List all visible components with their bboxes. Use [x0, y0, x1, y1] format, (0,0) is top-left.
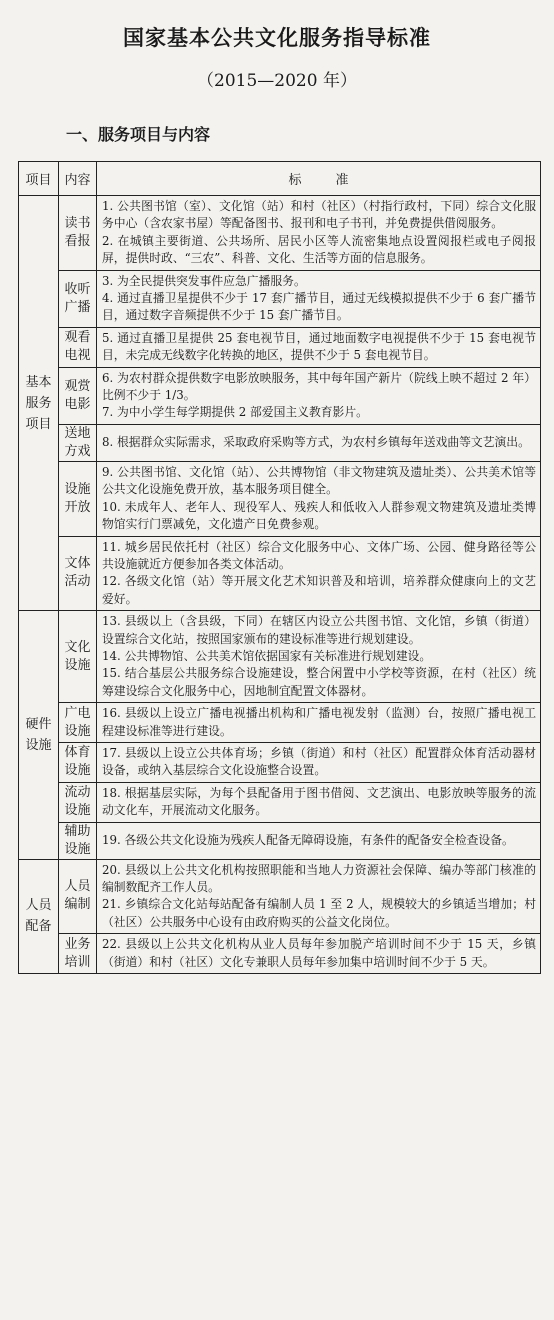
- document-title: 国家基本公共文化服务指导标准: [123, 26, 431, 50]
- category-cell: [19, 196, 59, 611]
- table-row: [19, 822, 541, 859]
- content-label: 观赏电影: [64, 378, 91, 412]
- content-cell: [59, 461, 97, 536]
- table-row: [19, 270, 541, 327]
- content-label: 读书看报: [64, 215, 91, 249]
- standard-item: 7. 为中小学生每学期提供 2 部爱国主义教育影片。: [102, 405, 368, 420]
- content-label: 体育设施: [64, 745, 91, 779]
- standard-item: 2. 在城镇主要街道、公共场所、居民小区等人流密集地点设置阅报栏或电子阅报屏，提供时政、“三农”、科普、文化、生活等方面的信息服务。: [102, 233, 536, 266]
- content-label: 设施开放: [64, 481, 91, 515]
- standard-item: 16. 县级以上设立广播电视播出机构和广播电视发射（监测）台，按照广播电视工程建设标准等进行建设。: [102, 706, 536, 738]
- standard-item: 1. 公共图书馆（室）、文化馆（站）和村（社区）（村指行政村，下同）综合文化服务中心（含农家书屋）等配备图书、报刊和电子书刊，并免费提供借阅服务。: [102, 199, 536, 231]
- table-row: [19, 782, 541, 822]
- standard-cell: [97, 461, 541, 536]
- standard-cell: [97, 703, 541, 743]
- standard-cell: [97, 270, 541, 327]
- content-cell: [59, 934, 97, 974]
- table-row: [19, 934, 541, 974]
- standard-cell: [97, 196, 541, 271]
- standard-item: 5. 通过直播卫星提供 25 套电视节目，通过地面数字电视提供不少于 15 套电视节目，未完成无线数字化转换的地区，提供不少于 5 套电视节目。: [102, 330, 536, 363]
- content-label: 业务培训: [64, 936, 91, 970]
- header-project: 项目: [19, 162, 59, 196]
- content-cell: [59, 270, 97, 327]
- category-label: 硬件设施: [25, 716, 52, 753]
- table-row: [19, 327, 541, 367]
- table-row: [19, 424, 541, 461]
- standard-item: 22. 县级以上公共文化机构从业人员每年参加脱产培训时间不少于 15 天，乡镇（街道）和村（社区）文化专兼职人员每年参加集中培训时间不少于 5 天。: [102, 937, 536, 969]
- standard-item: 18. 根据基层实际，为每个县配备用于图书借阅、文艺演出、电影放映等服务的流动文化车，开展流动文化服务。: [102, 785, 536, 818]
- content-label: 流动设施: [64, 785, 91, 819]
- standard-item: 17. 县级以上设立公共体育场；乡镇（街道）和村（社区）配置群众体育活动器材设备，或纳入基层综合文化设施整合设置。: [102, 745, 536, 778]
- table-row: [19, 536, 541, 611]
- table-row: [19, 196, 541, 271]
- content-cell: [59, 196, 97, 271]
- standard-cell: [97, 859, 541, 934]
- content-label: 收听广播: [64, 281, 91, 315]
- standard-cell: [97, 611, 541, 703]
- content-cell: [59, 782, 97, 822]
- standard-cell: [97, 822, 541, 859]
- standard-cell: [97, 934, 541, 974]
- standard-item: 8. 根据群众实际需求，采取政府采购等方式，为农村乡镇每年送戏曲等文艺演出。: [102, 435, 530, 450]
- standard-item: 19. 各级公共文化设施为残疾人配备无障碍设施，有条件的配备安全检查设备。: [102, 832, 514, 847]
- standard-item: 12. 各级文化馆（站）等开展文化艺术知识普及和培训，培养群众健康向上的文艺爱好。: [102, 574, 536, 606]
- content-label: 观看电视: [64, 330, 91, 364]
- content-label: 广电设施: [64, 705, 91, 739]
- standard-item: 10. 未成年人、老年人、现役军人、残疾人和低收入人群参观文物建筑及遗址类博物馆实行门票减免，文化遗产日免费参观。: [102, 499, 536, 532]
- standard-item: 11. 城乡居民依托村（社区）综合文化服务中心、文体广场、公园、健身路径等公共设施就近方便参加各类文体活动。: [102, 539, 536, 571]
- category-label: 基本服务项目: [25, 374, 52, 432]
- standard-item: 21. 乡镇综合文化站每站配备有编制人员 1 至 2 人，规模较大的乡镇适当增加；村（社区）公共服务中心设有由政府购买的公益文化岗位。: [102, 897, 536, 929]
- content-cell: [59, 742, 97, 782]
- content-cell: [59, 859, 97, 934]
- content-label: 文化设施: [64, 639, 91, 673]
- standards-table: [18, 161, 541, 974]
- category-label: 人员配备: [25, 898, 52, 935]
- category-cell: [19, 611, 59, 859]
- standard-cell: [97, 327, 541, 367]
- content-label: 辅助设施: [64, 823, 91, 857]
- standard-cell: [97, 742, 541, 782]
- category-cell: [19, 859, 59, 973]
- standard-item: 9. 公共图书馆、文化馆（站）、公共博物馆（非文物建筑及遗址类）、公共美术馆等公共文化设施免费开放，基本服务项目健全。: [102, 464, 536, 497]
- table-row: [19, 859, 541, 934]
- standard-cell: [97, 782, 541, 822]
- content-cell: [59, 611, 97, 703]
- content-cell: [59, 536, 97, 611]
- standard-item: 14. 公共博物馆、公共美术馆依据国家有关标准进行规划建设。: [102, 648, 432, 663]
- standard-item: 3. 为全民提供突发事件应急广播服务。: [102, 273, 306, 288]
- standard-item: 20. 县级以上公共文化机构按照职能和当地人力资源社会保障、编办等部门核准的编制数配齐工作人员。: [102, 862, 536, 894]
- standard-cell: [97, 536, 541, 611]
- standard-item: 6. 为农村群众提供数字电影放映服务，其中每年国产新片（院线上映不超过 2 年）比例不少于 1/3。: [102, 370, 536, 403]
- content-cell: [59, 822, 97, 859]
- content-label: 人员编制: [64, 879, 91, 913]
- header-standard: 标准: [97, 162, 541, 196]
- standard-item: 13. 县级以上（含县级，下同）在辖区内设立公共图书馆、文化馆，乡镇（街道）设置综合文化站，按照国家颁布的建设标准等进行规划建设。: [102, 614, 536, 646]
- table-row: [19, 703, 541, 743]
- table-row: [19, 611, 541, 703]
- section-heading: 一、服务项目与内容: [66, 125, 211, 144]
- content-cell: [59, 327, 97, 367]
- content-cell: [59, 424, 97, 461]
- document-subtitle: （2015—2020 年）: [197, 71, 357, 91]
- content-cell: [59, 367, 97, 424]
- content-label: 送地方戏: [64, 425, 91, 459]
- content-label: 文体活动: [64, 556, 91, 590]
- standard-cell: [97, 424, 541, 461]
- table-header-row: [19, 162, 541, 196]
- standard-cell: [97, 367, 541, 424]
- table-row: [19, 461, 541, 536]
- table-row: [19, 367, 541, 424]
- table-row: [19, 742, 541, 782]
- table-body: [19, 196, 541, 974]
- header-content: 内容: [59, 162, 97, 196]
- standard-item: 4. 通过直播卫星提供不少于 17 套广播节目，通过无线模拟提供不少于 6 套广播节目，通过数字音频提供不少于 15 套广播节目。: [102, 291, 536, 323]
- standard-item: 15. 结合基层公共服务综合设施建设，整合闲置中小学校等资源，在村（社区）统筹建设综合文化服务中心，因地制宜配置文体器材。: [102, 666, 536, 698]
- content-cell: [59, 703, 97, 743]
